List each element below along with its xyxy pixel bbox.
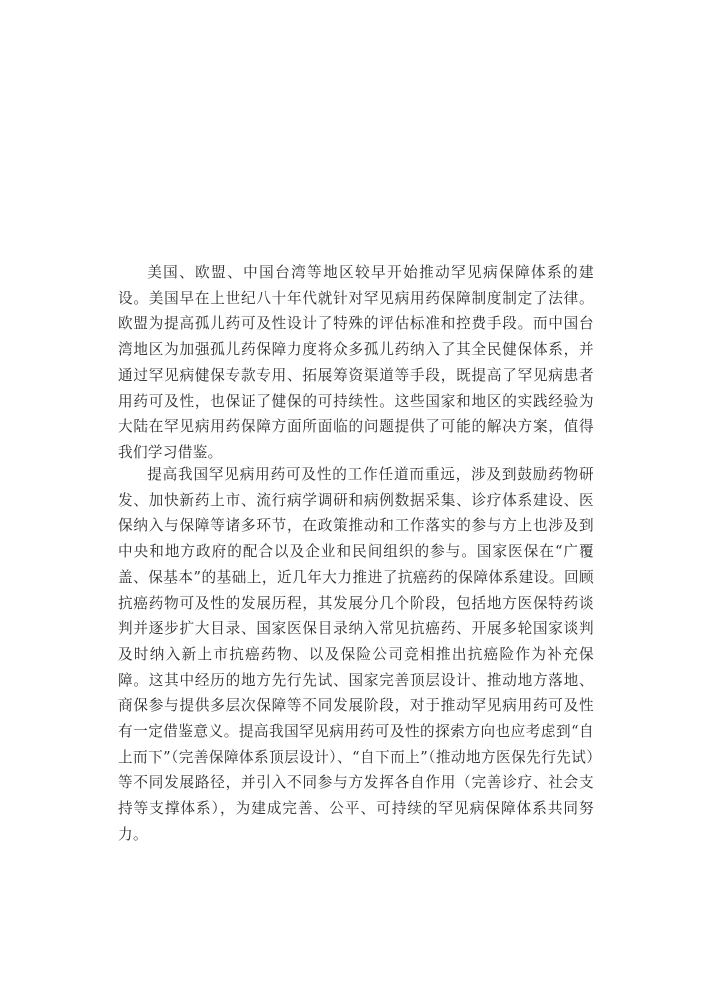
paragraph-2: 提高我国罕见病用药可及性的工作任道而重远，涉及到鼓励药物研发、加快新药上市、流行病学调研和病例数据采集、诊疗体系建设、医保纳入与保障等诸多环节，在政策推动和工作落实的参与方上也涉及到中央和地方政府的配合以及企业和民间组织的参与。国家医保在“广覆盖、保基本”的基础上，近几年大力推进了抗癌药的保障体系建设。回顾抗癌药物可及性的发展历程，其发展分几个阶段，包括地方医保特药谈判并逐步扩大目录、国家医保目录纳入常见抗癌药、开展多轮国家谈判及时纳入新上市抗癌药物、以及保险公司竞相推出抗癌险作为补充保障。这其中经历的地方先行先试、国家完善顶层设计、推动地方落地、商保参与提供多层次保障等不同发展阶段，对于推动罕见病用药可及性有一定借鉴意义。提高我国罕见病用药可及性的探索方向也应考虑到“自上而下”（完善保障体系顶层设计）、“自下而上”（推动地方医保先行先试）等不同发展路径，并引入不同参与方发挥各自作用（完善诊疗、社会支持等支撑体系），为建成完善、公平、可持续的罕见病保障体系共同努力。 — [118, 466, 594, 843]
paragraph-1: 美国、欧盟、中国台湾等地区较早开始推动罕见病保障体系的建设。美国早在上世纪八十年代就针对罕见病用药保障制度制定了法律。欧盟为提高孤儿药可及性设计了特殊的评估标准和控费手段。而中国台湾地区为加强孤儿药保障力度将众多孤儿药纳入了其全民健保体系，并通过罕见病健保专款专用、拓展筹资渠道等手段，既提高了罕见病患者用药可及性，也保证了健保的可持续性。这些国家和地区的实践经验为大陆在罕见病用药保障方面所面临的问题提供了可能的解决方案，值得我们学习借鉴。 — [118, 264, 594, 461]
